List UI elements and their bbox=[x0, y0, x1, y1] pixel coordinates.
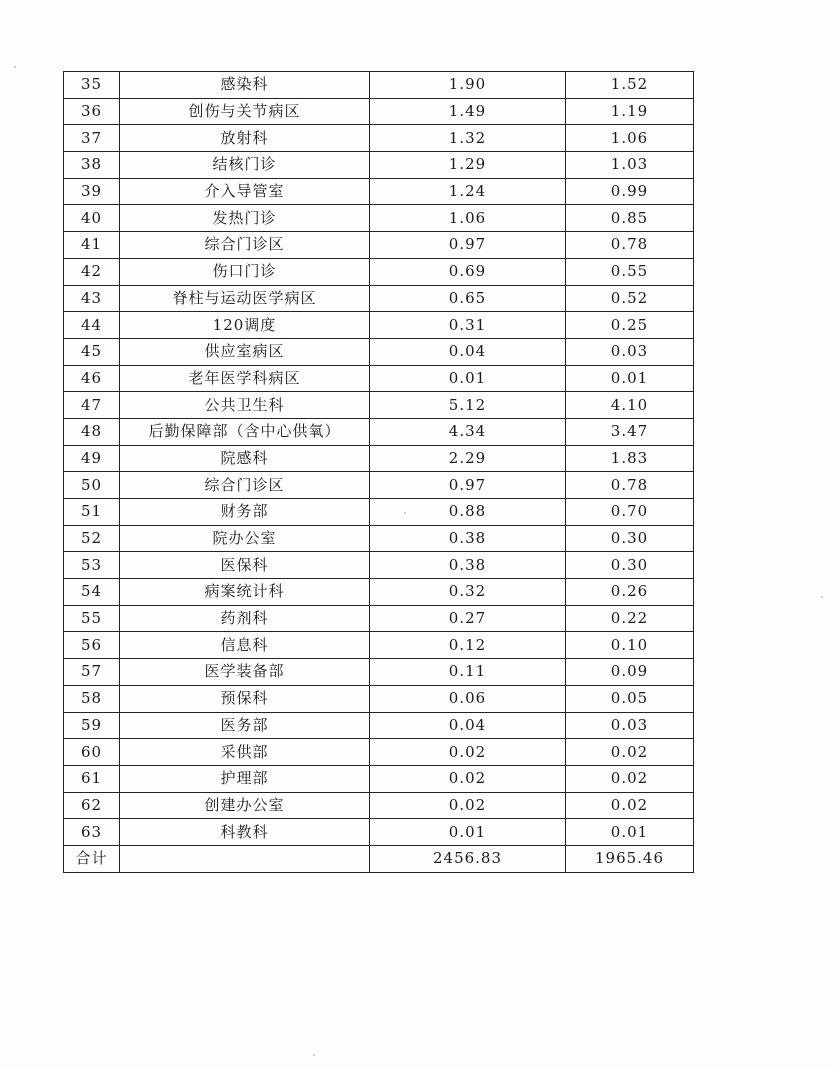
department-name: 病案统计科 bbox=[120, 579, 370, 606]
value-1: 0.01 bbox=[370, 819, 566, 846]
table-row bbox=[64, 365, 694, 392]
value-2: 0.70 bbox=[566, 499, 694, 526]
value-2: 0.78 bbox=[566, 472, 694, 499]
department-name: 综合门诊区 bbox=[120, 472, 370, 499]
table-row bbox=[64, 605, 694, 632]
table-row bbox=[64, 125, 694, 152]
row-number: 47 bbox=[64, 392, 120, 419]
value-1: 0.04 bbox=[370, 712, 566, 739]
table-row bbox=[64, 712, 694, 739]
department-name: 院办公室 bbox=[120, 525, 370, 552]
row-number: 50 bbox=[64, 472, 120, 499]
value-2: 0.02 bbox=[566, 792, 694, 819]
table-row bbox=[64, 98, 694, 125]
department-name: 120调度 bbox=[120, 312, 370, 339]
department-name: 医务部 bbox=[120, 712, 370, 739]
value-1: 0.02 bbox=[370, 739, 566, 766]
value-2: 0.22 bbox=[566, 605, 694, 632]
row-number: 52 bbox=[64, 525, 120, 552]
department-name: 财务部 bbox=[120, 499, 370, 526]
table-row bbox=[64, 525, 694, 552]
department-name: 护理部 bbox=[120, 765, 370, 792]
value-2: 0.30 bbox=[566, 525, 694, 552]
value-2: 0.01 bbox=[566, 819, 694, 846]
department-name: 公共卫生科 bbox=[120, 392, 370, 419]
table-row bbox=[64, 499, 694, 526]
value-1: 0.32 bbox=[370, 579, 566, 606]
table-row bbox=[64, 205, 694, 232]
value-2: 0.05 bbox=[566, 685, 694, 712]
table-row bbox=[64, 579, 694, 606]
total-name bbox=[120, 845, 370, 872]
total-row bbox=[64, 845, 694, 872]
table-row bbox=[64, 285, 694, 312]
row-number: 58 bbox=[64, 685, 120, 712]
value-1: 1.29 bbox=[370, 152, 566, 179]
scan-speck bbox=[14, 66, 16, 68]
department-name: 采供部 bbox=[120, 739, 370, 766]
value-2: 0.78 bbox=[566, 232, 694, 259]
value-1: 0.31 bbox=[370, 312, 566, 339]
value-1: 0.97 bbox=[370, 472, 566, 499]
row-number: 57 bbox=[64, 659, 120, 686]
value-1: 0.02 bbox=[370, 792, 566, 819]
value-1: 0.27 bbox=[370, 605, 566, 632]
value-1: 0.01 bbox=[370, 365, 566, 392]
row-number: 36 bbox=[64, 98, 120, 125]
department-name: 伤口门诊 bbox=[120, 258, 370, 285]
department-name: 科教科 bbox=[120, 819, 370, 846]
value-1: 0.11 bbox=[370, 659, 566, 686]
row-number: 54 bbox=[64, 579, 120, 606]
table-row bbox=[64, 338, 694, 365]
table-row bbox=[64, 819, 694, 846]
row-number: 53 bbox=[64, 552, 120, 579]
row-number: 40 bbox=[64, 205, 120, 232]
department-name: 院感科 bbox=[120, 445, 370, 472]
value-1: 0.38 bbox=[370, 552, 566, 579]
department-name: 感染科 bbox=[120, 72, 370, 99]
table-row bbox=[64, 232, 694, 259]
value-1: 5.12 bbox=[370, 392, 566, 419]
value-1: 0.04 bbox=[370, 338, 566, 365]
table-row bbox=[64, 659, 694, 686]
table-row bbox=[64, 418, 694, 445]
value-1: 0.88 bbox=[370, 499, 566, 526]
department-name: 供应室病区 bbox=[120, 338, 370, 365]
row-number: 51 bbox=[64, 499, 120, 526]
row-number: 43 bbox=[64, 285, 120, 312]
total-label: 合计 bbox=[64, 845, 120, 872]
department-name: 脊柱与运动医学病区 bbox=[120, 285, 370, 312]
row-number: 48 bbox=[64, 418, 120, 445]
table-row bbox=[64, 445, 694, 472]
value-1: 0.02 bbox=[370, 765, 566, 792]
total-value-2: 1965.46 bbox=[566, 845, 694, 872]
value-2: 0.85 bbox=[566, 205, 694, 232]
value-2: 0.26 bbox=[566, 579, 694, 606]
scan-speck bbox=[821, 596, 823, 598]
table-body bbox=[64, 72, 694, 873]
department-name: 医学装备部 bbox=[120, 659, 370, 686]
value-2: 1.83 bbox=[566, 445, 694, 472]
value-1: 1.06 bbox=[370, 205, 566, 232]
value-1: 0.65 bbox=[370, 285, 566, 312]
value-2: 0.52 bbox=[566, 285, 694, 312]
value-2: 1.06 bbox=[566, 125, 694, 152]
value-1: 1.24 bbox=[370, 178, 566, 205]
department-name: 创建办公室 bbox=[120, 792, 370, 819]
table-row bbox=[64, 472, 694, 499]
total-value-1: 2456.83 bbox=[370, 845, 566, 872]
value-2: 4.10 bbox=[566, 392, 694, 419]
table-row bbox=[64, 765, 694, 792]
value-2: 0.02 bbox=[566, 739, 694, 766]
row-number: 49 bbox=[64, 445, 120, 472]
value-1: 0.69 bbox=[370, 258, 566, 285]
value-2: 0.09 bbox=[566, 659, 694, 686]
value-2: 3.47 bbox=[566, 418, 694, 445]
value-2: 1.52 bbox=[566, 72, 694, 99]
value-2: 0.03 bbox=[566, 338, 694, 365]
department-name: 放射科 bbox=[120, 125, 370, 152]
value-1: 1.90 bbox=[370, 72, 566, 99]
row-number: 63 bbox=[64, 819, 120, 846]
row-number: 62 bbox=[64, 792, 120, 819]
table-row bbox=[64, 739, 694, 766]
department-name: 结核门诊 bbox=[120, 152, 370, 179]
value-2: 0.03 bbox=[566, 712, 694, 739]
row-number: 38 bbox=[64, 152, 120, 179]
row-number: 37 bbox=[64, 125, 120, 152]
value-2: 0.99 bbox=[566, 178, 694, 205]
row-number: 60 bbox=[64, 739, 120, 766]
department-name: 信息科 bbox=[120, 632, 370, 659]
table-row bbox=[64, 632, 694, 659]
table-row bbox=[64, 258, 694, 285]
value-1: 0.12 bbox=[370, 632, 566, 659]
value-2: 0.01 bbox=[566, 365, 694, 392]
department-name: 医保科 bbox=[120, 552, 370, 579]
row-number: 59 bbox=[64, 712, 120, 739]
value-1: 4.34 bbox=[370, 418, 566, 445]
department-name: 药剂科 bbox=[120, 605, 370, 632]
table-row bbox=[64, 152, 694, 179]
value-2: 0.25 bbox=[566, 312, 694, 339]
value-2: 1.19 bbox=[566, 98, 694, 125]
value-2: 0.30 bbox=[566, 552, 694, 579]
value-1: 0.97 bbox=[370, 232, 566, 259]
value-2: 0.55 bbox=[566, 258, 694, 285]
row-number: 61 bbox=[64, 765, 120, 792]
scan-speck bbox=[404, 512, 406, 514]
value-1: 2.29 bbox=[370, 445, 566, 472]
value-2: 0.10 bbox=[566, 632, 694, 659]
row-number: 55 bbox=[64, 605, 120, 632]
value-2: 0.02 bbox=[566, 765, 694, 792]
department-name: 后勤保障部（含中心供氧） bbox=[120, 418, 370, 445]
row-number: 44 bbox=[64, 312, 120, 339]
department-name: 预保科 bbox=[120, 685, 370, 712]
row-number: 45 bbox=[64, 338, 120, 365]
value-1: 1.49 bbox=[370, 98, 566, 125]
row-number: 56 bbox=[64, 632, 120, 659]
table-row bbox=[64, 792, 694, 819]
value-2: 1.03 bbox=[566, 152, 694, 179]
department-name: 综合门诊区 bbox=[120, 232, 370, 259]
table-row bbox=[64, 685, 694, 712]
department-name: 老年医学科病区 bbox=[120, 365, 370, 392]
department-name: 发热门诊 bbox=[120, 205, 370, 232]
table-row bbox=[64, 552, 694, 579]
table-row bbox=[64, 72, 694, 99]
row-number: 35 bbox=[64, 72, 120, 99]
value-1: 1.32 bbox=[370, 125, 566, 152]
table-row bbox=[64, 312, 694, 339]
department-cost-table bbox=[63, 71, 694, 873]
department-name: 创伤与关节病区 bbox=[120, 98, 370, 125]
value-1: 0.38 bbox=[370, 525, 566, 552]
row-number: 39 bbox=[64, 178, 120, 205]
department-name: 介入导管室 bbox=[120, 178, 370, 205]
scan-speck bbox=[313, 1054, 315, 1056]
row-number: 41 bbox=[64, 232, 120, 259]
value-1: 0.06 bbox=[370, 685, 566, 712]
table-row bbox=[64, 178, 694, 205]
row-number: 46 bbox=[64, 365, 120, 392]
table-row bbox=[64, 392, 694, 419]
row-number: 42 bbox=[64, 258, 120, 285]
